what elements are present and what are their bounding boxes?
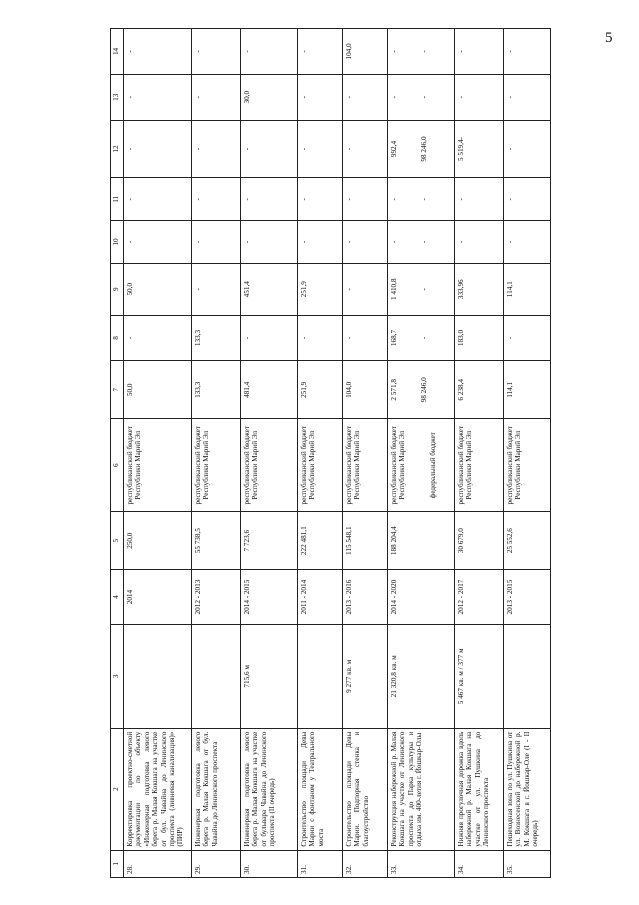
cell-value: 5 467 кв. м / 377 м [457,648,465,705]
cell-value-secondary: - [420,288,429,291]
cell-c8 [455,315,504,361]
cell-value: 114,1 [506,281,514,298]
cell-cost [298,512,343,570]
cell-c8 [343,315,388,361]
cell-value: республиканский бюджет Республики Марий Эл [126,425,143,505]
cell-value: - [126,96,134,99]
cell-value: - [300,240,308,244]
cell-c8 [241,315,298,361]
cell-value: 2014 - 2020 [390,579,398,615]
cell-value: 35. [506,865,514,874]
cell-value: 251,9 [300,381,308,398]
cell-value: - [506,240,514,244]
cell-name [192,728,241,850]
cell-value: 133,3 [194,329,202,347]
cell-c13 [298,74,343,120]
cell-src [298,419,343,512]
cell-value: - [243,336,251,340]
cell-cost [504,512,551,570]
cell-c9 [455,263,504,315]
cell-value: 33. [390,865,398,874]
cell-c12 [192,120,241,178]
cell-c7 [343,361,388,419]
cell-value: - [300,147,308,151]
cell-value: 133,3 [194,381,202,398]
cell-value: - [506,96,514,99]
cell-value: - [457,240,465,244]
cell-c13 [124,74,192,120]
cell-c7 [124,361,192,419]
cell-value: 31. [300,865,308,874]
cell-period [298,570,343,625]
cell-period [192,570,241,625]
cell-c10 [455,221,504,264]
cell-value: - [300,50,308,53]
cell-value: - [345,288,353,291]
cell-value-secondary: - [420,336,429,340]
cell-value: - [506,336,514,340]
cell-value: - [194,240,202,244]
cell-value: 481,4 [243,381,251,398]
cell-c11 [192,178,241,221]
cell-src [388,419,455,512]
cell-value: Нижняя прогулочная дорожка вдоль набережной р. Малая Кокшага на участке от ул. Пушкина до Ленинского проспекта [457,731,491,847]
table-row [124,29,192,878]
cell-value: 250,0 [126,532,134,549]
cell-src [504,419,551,512]
cell-cost [124,512,192,570]
cell-period [241,570,298,625]
cell-c14 [455,29,504,75]
cell-c11 [298,178,343,221]
cell-value-secondary: - [420,240,429,244]
cell-c13 [343,74,388,120]
column-header-5: 5 [111,512,124,570]
table-row [241,29,298,878]
cell-value: 104,0 [345,43,353,60]
cell-value-secondary: федеральный бюджет [428,432,437,499]
cell-c12 [388,120,455,178]
cell-value: Реконструкция набережной р. Малая Кокшага на участке от Ленинского проспекта до Парка культуры и отдыха им. 400-летия г. Йошкар-Олы [390,731,424,847]
cell-num [298,850,343,877]
column-header-9: 9 [111,263,124,315]
cell-cost [241,512,298,570]
column-header-4: 4 [111,570,124,625]
cell-c9 [343,263,388,315]
cell-c14 [388,29,455,75]
cell-c10 [124,221,192,264]
cell-value: - [457,50,465,53]
cell-value: 451,4 [243,281,251,298]
cell-value: Строительство площади Девы Марии с фонтаном у Театрального моста [300,731,325,847]
cell-value: - [345,96,353,99]
cell-value: - [506,147,514,151]
cell-value: 50,0 [126,282,134,296]
column-header-12: 12 [111,120,124,178]
column-header-2: 2 [111,728,124,850]
cell-value: Строительство площади Девы Марии. Подпорная стенка и благоустройство [345,731,370,847]
cell-c9 [388,263,455,315]
cell-value: 30,0 [243,90,251,104]
cell-value: республиканский бюджет Республики Марий Эл [390,425,407,505]
cell-c13 [455,74,504,120]
cell-capacity [241,625,298,729]
cell-value: - [194,96,202,99]
cell-capacity [343,625,388,729]
cell-value: - [194,50,202,53]
cell-cost [388,512,455,570]
cell-value: 29. [194,865,202,874]
cell-value: - [126,198,134,201]
cell-c7 [388,361,455,419]
cell-c12 [298,120,343,178]
cell-value: 2011 - 2014 [300,579,308,615]
cell-c13 [241,74,298,120]
table-row [388,29,455,878]
cell-value: 992,4 [390,140,398,158]
cell-c9 [241,263,298,315]
cell-value: - [126,240,134,244]
cell-c10 [192,221,241,264]
cell-value: - [390,96,398,99]
cell-c11 [504,178,551,221]
cell-value: 333,96 [457,279,465,300]
cell-c14 [192,29,241,75]
cell-value: республиканский бюджет Республики Марий Эл [457,425,474,505]
cell-value: 715,6 м [243,665,251,688]
cell-value: республиканский бюджет Республики Марий Эл [345,425,362,505]
cell-value: 188 204,4 [390,526,398,556]
cell-value: - [345,240,353,244]
cell-value: - [345,147,353,151]
cell-value: - [506,198,514,201]
cell-c14 [504,29,551,75]
cell-value: 114,1 [506,381,514,398]
table-row [343,29,388,878]
cell-value-secondary: 98 246,0 [420,377,429,403]
cell-capacity [388,625,455,729]
cell-value: - [457,96,465,99]
cell-c9 [504,263,551,315]
cell-value: 32. [345,865,353,874]
cell-value: 104,0 [345,381,353,398]
cell-c7 [504,361,551,419]
cell-value: 7 723,6 [243,529,251,552]
cell-value: республиканский бюджет Республики Марий Эл [243,425,260,505]
cell-value: - [300,198,308,201]
column-header-7: 7 [111,361,124,419]
cell-name [343,728,388,850]
cell-value-secondary: 98 246,0 [420,136,429,162]
cell-value: - [243,147,251,151]
cell-src [343,419,388,512]
cell-c10 [504,221,551,264]
cell-value-secondary: - [420,198,429,201]
cell-value: - [194,198,202,201]
cell-src [124,419,192,512]
cell-value: - [243,198,251,201]
cell-name [241,728,298,850]
cell-value: 25 552,6 [506,528,514,554]
cell-src [455,419,504,512]
cell-num [455,850,504,877]
header-row [111,29,124,878]
cell-num [388,850,455,877]
cell-value: 55 738,5 [194,528,202,554]
cell-capacity [192,625,241,729]
cell-c8 [388,315,455,361]
cell-value: 1 410,8 [390,278,398,301]
cell-capacity [298,625,343,729]
cell-period [124,570,192,625]
budget-table [110,28,551,878]
cell-value: - [126,336,134,340]
cell-value: республиканский бюджет Республики Марий Эл [194,425,211,505]
cell-value: 2012 - 2017 [457,579,465,615]
column-header-6: 6 [111,419,124,512]
cell-value: 2012 - 2013 [194,579,202,615]
cell-name [388,728,455,850]
cell-name [504,728,551,850]
cell-value: Пешеходная зона по ул. Пушкина от ул. Вознесенской до набережной р. М. Кокшага в г. Йошкар-Оле (I - II очередь) [506,731,540,847]
cell-c12 [241,120,298,178]
column-header-11: 11 [111,178,124,221]
cell-value: 222 481,1 [300,526,308,556]
cell-c12 [455,120,504,178]
cell-c8 [192,315,241,361]
cell-c7 [192,361,241,419]
cell-value: 28. [126,865,134,874]
cell-value-secondary: - [420,50,429,53]
cell-c12 [343,120,388,178]
cell-value: 2013 - 2016 [345,579,353,615]
cell-c10 [343,221,388,264]
cell-c9 [124,263,192,315]
column-header-10: 10 [111,221,124,264]
cell-value: - [390,50,398,53]
cell-value: 30 679,0 [457,528,465,554]
cell-value: 5 519,4- [457,137,465,162]
cell-num [343,850,388,877]
cell-name [298,728,343,850]
cell-c11 [343,178,388,221]
page-number: 5 [605,30,613,46]
cell-capacity [455,625,504,729]
cell-period [388,570,455,625]
cell-name [455,728,504,850]
cell-value: Корректировка проектно-сметной документации по объекту «Инженерная подготовка левого берега р. Малая Кокшага на участке от бул. Чавайна до Ленинского проспекта (ливневая канализация)» (ПИР) [126,731,185,847]
cell-value: 6 238,4 [457,379,465,401]
cell-c7 [455,361,504,419]
cell-value: 9 277 кв. м [345,659,353,693]
cell-value: - [345,336,353,340]
table-row [298,29,343,878]
cell-c13 [504,74,551,120]
cell-value: 115 548,1 [345,526,353,555]
cell-c12 [504,120,551,178]
column-header-3: 3 [111,625,124,729]
cell-c9 [298,263,343,315]
cell-c14 [241,29,298,75]
column-header-14: 14 [111,29,124,75]
cell-value: - [243,50,251,53]
cell-value: - [506,50,514,53]
cell-value: - [126,147,134,151]
column-header-8: 8 [111,315,124,361]
cell-period [343,570,388,625]
cell-period [455,570,504,625]
cell-src [241,419,298,512]
cell-value: 251,9 [300,281,308,298]
cell-value: республиканский бюджет Республики Марий Эл [300,425,317,505]
cell-value: - [390,198,398,201]
cell-cost [343,512,388,570]
cell-value: 2013 - 2015 [506,579,514,615]
cell-value: 21 320,8 кв. м [390,655,398,698]
cell-src [192,419,241,512]
cell-c10 [388,221,455,264]
cell-value: республиканский бюджет Республики Марий Эл [506,425,523,505]
cell-value: 30. [243,865,251,874]
cell-value: 2 571,8 [390,379,398,401]
cell-value: 2014 - 2015 [243,579,251,615]
cell-num [241,850,298,877]
cell-c13 [192,74,241,120]
cell-c9 [192,263,241,315]
cell-capacity [124,625,192,729]
table-row [192,29,241,878]
cell-value-secondary: - [420,96,429,99]
cell-c11 [124,178,192,221]
cell-cost [455,512,504,570]
cell-cost [192,512,241,570]
cell-value: - [194,288,202,291]
cell-c10 [298,221,343,264]
cell-value: - [300,336,308,340]
column-header-1: 1 [111,850,124,877]
cell-c8 [504,315,551,361]
cell-c12 [124,120,192,178]
cell-c7 [241,361,298,419]
cell-value: 183,0 [457,329,465,347]
cell-period [504,570,551,625]
cell-c14 [298,29,343,75]
table-row [504,29,551,878]
cell-c14 [343,29,388,75]
cell-value: - [300,96,308,99]
cell-c11 [455,178,504,221]
cell-c13 [388,74,455,120]
cell-name [124,728,192,850]
cell-num [192,850,241,877]
cell-value: - [126,50,134,53]
cell-value: 34. [457,865,465,874]
cell-c11 [241,178,298,221]
cell-c11 [388,178,455,221]
cell-c8 [298,315,343,361]
cell-value: - [390,240,398,244]
cell-value: 2014 [126,589,134,605]
cell-capacity [504,625,551,729]
cell-value: - [243,240,251,244]
table-row [455,29,504,878]
cell-value: - [194,147,202,151]
cell-c14 [124,29,192,75]
cell-value: - [457,198,465,201]
cell-c10 [241,221,298,264]
cell-value: Инженерная подготовка левого берега р. Малая Кокшага на участке от бульвара Чавайна до Ленинского проспекта (II очередь) [243,731,277,847]
cell-num [504,850,551,877]
cell-c7 [298,361,343,419]
cell-value: - [345,198,353,201]
cell-value: 168,7 [390,329,398,347]
cell-value: Инженерная подготовка левого берега р. Малая Кокшага от бул. Чавайна до Ленинского проспекта [194,731,219,847]
rotated-table-wrapper [110,28,637,878]
cell-c8 [124,315,192,361]
cell-num [124,850,192,877]
column-header-13: 13 [111,74,124,120]
cell-value: 50,0 [126,383,134,397]
